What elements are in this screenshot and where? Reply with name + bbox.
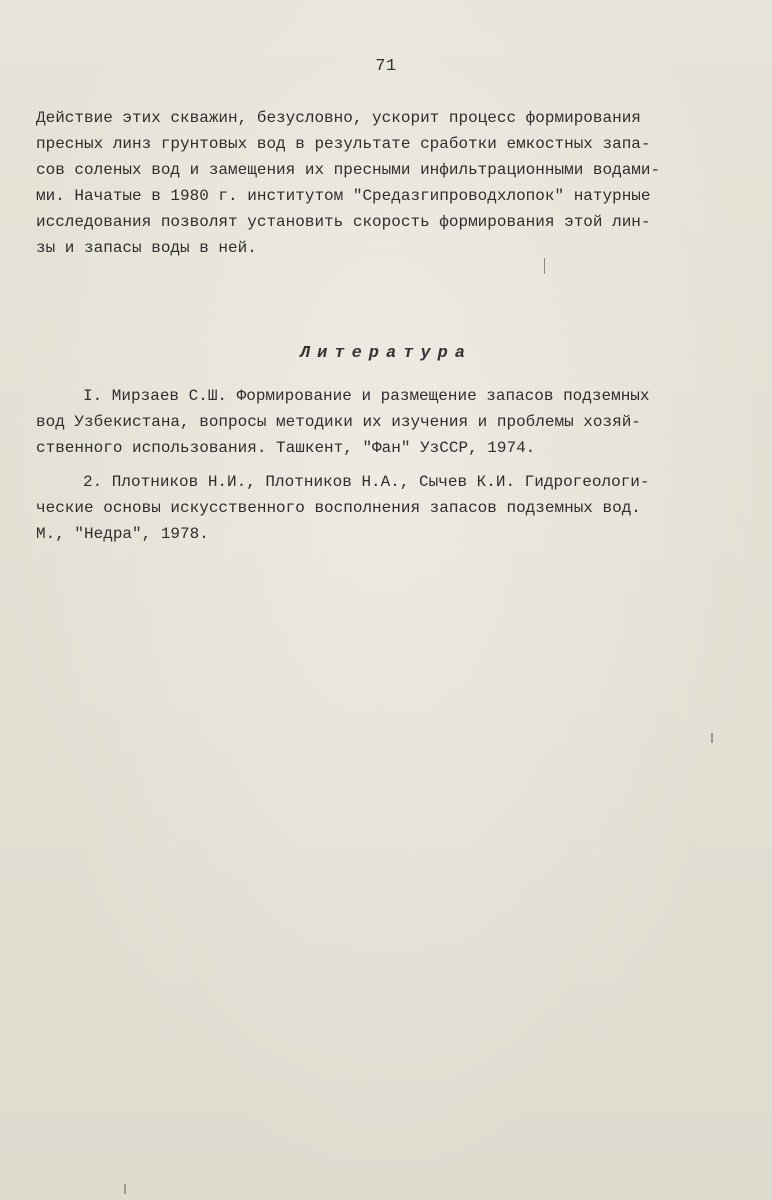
body-line-3: сов соленых вод и замещения их пресными инфильтрационными водами- xyxy=(36,161,661,179)
reference-1-line-2: вод Узбекистана, вопросы методики их изучения и проблемы хозяй- xyxy=(36,413,641,431)
reference-2-line-1: 2. Плотников Н.И., Плотников Н.А., Сычев К.И. Гидрогеологи- xyxy=(83,473,650,491)
pen-mark xyxy=(544,258,545,274)
page-number: 71 xyxy=(375,57,397,76)
reference-2-line-3: М., "Недра", 1978. xyxy=(36,525,209,543)
body-line-6: зы и запасы воды в ней. xyxy=(36,239,257,257)
body-line-5: исследования позволят установить скорость формирования этой лин- xyxy=(36,213,651,231)
reference-1-line-1: I. Мирзаев С.Ш. Формирование и размещение запасов подземных xyxy=(83,387,650,405)
body-line-1: Действие этих скважин, безусловно, ускорит процесс формирования xyxy=(36,109,641,127)
body-line-4: ми. Начатые в 1980 г. институтом "Средазгипроводхлопок" натурные xyxy=(36,187,651,205)
paper-speck xyxy=(124,1184,126,1194)
paper-speck xyxy=(711,733,713,743)
references-heading: Литература xyxy=(299,344,473,363)
reference-1-line-3: ственного использования. Ташкент, "Фан" УзССР, 1974. xyxy=(36,439,536,457)
body-line-2: пресных линз грунтовых вод в результате сработки емкостных запа- xyxy=(36,135,651,153)
reference-2-line-2: ческие основы искусственного восполнения запасов подземных вод. xyxy=(36,499,641,517)
